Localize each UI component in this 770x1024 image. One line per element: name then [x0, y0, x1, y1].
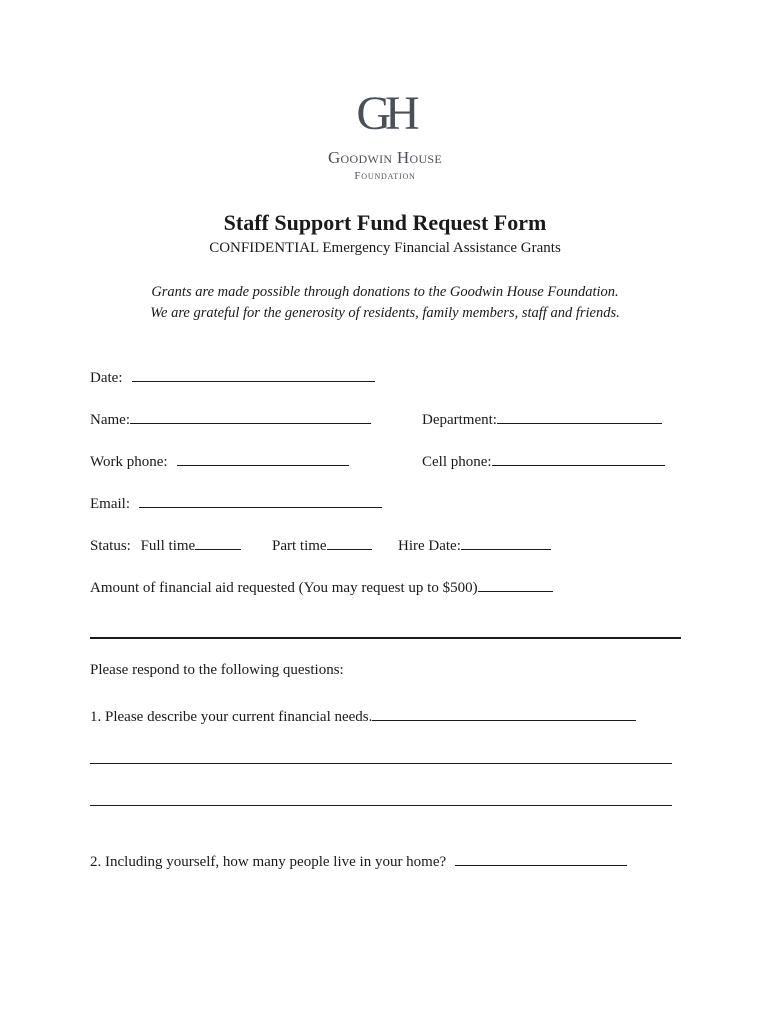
name-field[interactable]	[130, 408, 371, 424]
question-2-label: 2. Including yourself, how many people live in your home?	[90, 854, 447, 870]
cell-phone-row	[422, 450, 665, 471]
question-1-field[interactable]	[372, 705, 636, 721]
intro-line-2: We are grateful for the generosity of residents, family members, staff and friends.	[150, 305, 620, 321]
intro-line-1: Grants are made possible through donations to the Goodwin House Foundation.	[151, 284, 619, 300]
status-label: Status:	[90, 538, 131, 554]
part-time-field[interactable]	[327, 534, 372, 550]
cell-phone-field[interactable]	[492, 450, 665, 466]
email-label: Email:	[90, 496, 130, 512]
cell-phone-label: Cell phone:	[422, 454, 492, 470]
logo-name: Goodwin House	[327, 148, 443, 167]
work-phone-label: Work phone:	[90, 454, 168, 470]
form-title: Staff Support Fund Request Form	[223, 210, 547, 235]
full-time-field[interactable]	[195, 534, 241, 550]
questions-prompt: Please respond to the following questions:	[90, 662, 344, 678]
email-row	[90, 492, 382, 513]
amount-label: Amount of financial aid requested (You may request up to $500)	[90, 580, 478, 596]
form-subtitle: CONFIDENTIAL Emergency Financial Assistance Grants	[209, 240, 561, 256]
logo-subname: Foundation	[354, 170, 416, 182]
date-label: Date:	[90, 370, 123, 386]
question-1-answer-line-2[interactable]	[90, 763, 672, 764]
question-2-field[interactable]	[455, 850, 627, 866]
section-divider	[90, 637, 681, 639]
amount-row	[90, 576, 553, 597]
part-time-label: Part time	[272, 538, 327, 554]
department-row	[422, 408, 662, 429]
logo-monogram: GH	[356, 87, 414, 140]
email-field[interactable]	[139, 492, 382, 508]
date-field[interactable]	[132, 366, 375, 382]
question-1-answer-line-3[interactable]	[90, 805, 672, 806]
name-label: Name:	[90, 412, 130, 428]
name-row	[90, 408, 371, 429]
hire-date-row	[398, 534, 551, 555]
part-time-row	[272, 534, 372, 555]
full-time-label: Full time	[140, 538, 196, 554]
question-1-row	[90, 705, 636, 726]
work-phone-row	[90, 450, 349, 471]
department-label: Department:	[422, 412, 497, 428]
hire-date-field[interactable]	[461, 534, 551, 550]
question-2-row	[90, 850, 627, 871]
department-field[interactable]	[497, 408, 662, 424]
amount-field[interactable]	[478, 576, 553, 592]
date-row	[90, 366, 375, 387]
work-phone-field[interactable]	[177, 450, 349, 466]
question-1-label: 1. Please describe your current financial needs.	[90, 709, 373, 725]
status-row	[90, 534, 241, 555]
hire-date-label: Hire Date:	[398, 538, 461, 554]
